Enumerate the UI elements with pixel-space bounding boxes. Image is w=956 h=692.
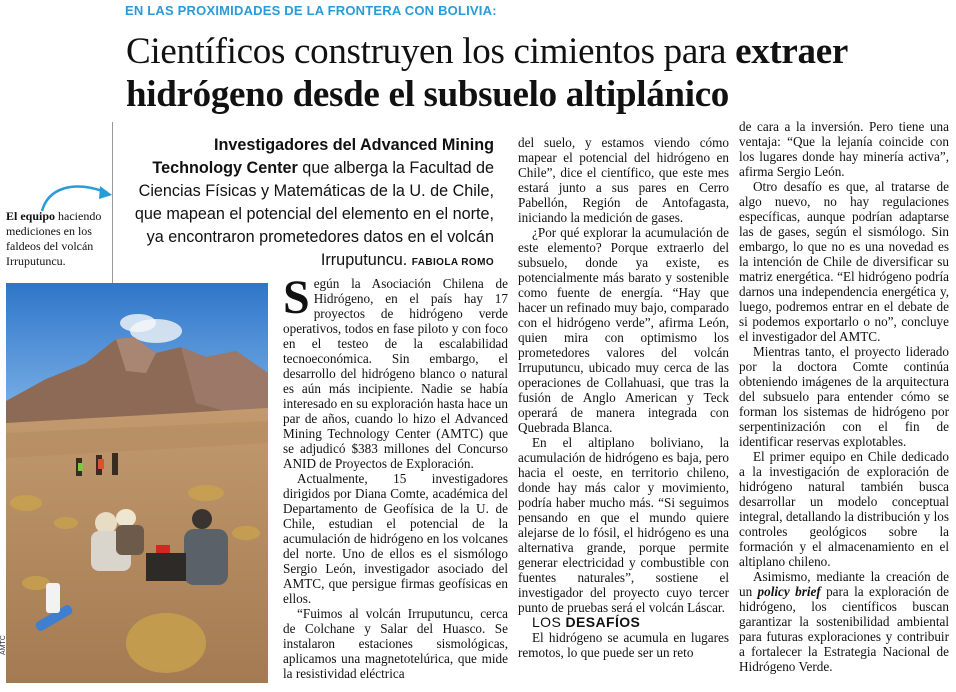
drop-cap: S [283,271,310,324]
caption-text: haciendo mediciones en los faldeos del volcán Irruputuncu. [6,209,102,268]
col2-paragraph-2: ¿Por qué explorar la acumulación de este elemento? Porque extraerlo del subsuelo, donde ya existe, es potencialmente más barato y sostenible como fuente de energía. “Hay que hacer un refinado muy bajo, comparado con el hidrógeno verde”, afirma León, quien mira con optimismo los prometedores valores del volcán Irruputuncu, ubicado muy cerca de las operaciones de Collahuasi, que tras la fusión de Anglo American y Teck operará de manera integrada con Quebrada Blanca. [518,225,729,435]
headline-bold-1: extraer [735,31,848,72]
article-column-1 [283,271,508,681]
col3-paragraph-5 [739,569,949,674]
headline [126,30,926,116]
volcano-scene-image [6,283,268,683]
article-column-2 [518,135,729,660]
col2-paragraph-4: El hidrógeno se acumula en lugares remotos, lo que puede ser un reto [518,630,729,660]
section-heading [518,615,729,630]
section-heading-bold: DESAFÍOS [565,614,641,630]
col3-paragraph-3: Mientras tanto, el proyecto liderado por la doctora Comte continúa obteniendo imágenes de la arquitectura del subsuelo para entender cómo se forman los sistemas de hidrógeno por serpentinización con el fin de identificar reservas explotables. [739,344,949,449]
headline-regular: Científicos construyen los cimientos para [126,31,736,72]
col2-paragraph-3: En el altiplano boliviano, la acumulación de hidrógeno es baja, pero hacia el oeste, en territorio chileno, donde hay más calor y movimiento, podría haber mucho más. “Si seguimos pensando en que el mundo quiere alejarse de lo fósil, el hidrógeno es una alternativa grande, porque permite generar electricidad y combustible con fuentes naturales”, sostiene el investigador del proyecto cuyo tercer punto de pruebas será el volcán Láscar. [518,435,729,615]
article-column-3 [739,119,949,674]
col1-paragraph-2: Actualmente, 15 investigadores dirigidos por Diana Comte, académica del Departamento de Geofísica de la U. de Chile, estudian el potencial de la acumulación de hidrógeno en los volcanes del norte. Uno de ellos es el sismólogo Sergio León, investigador asociado del AMTC, que persigue firmas geofísicas en ellos. [283,471,508,606]
col3-paragraph-1: de cara a la inversión. Pero tiene una ventaja: “Que la lejanía coincide con los lugares donde hay minería activa”, afirma Sergio León. [739,119,949,179]
col2-paragraph-1: del suelo, y estamos viendo cómo mapear el potencial del hidrógeno en Chile”, dice el científico, que este mes estará junto a sus pares en Cerro Pabellón, Región de Antofagasta, iniciando la medición de gases. [518,135,729,225]
dek-bold: Investigadores del Advanced Mining Technology Center [152,136,494,177]
photo-caption [6,209,102,269]
col1-p1-text: egún la Asociación Chilena de Hidrógeno, en el país hay 17 proyectos de hidrógeno verde operativos, todos en fase piloto y con foco en el testeo de la escalabilidad tecnoeconómica. Sin embargo, el desarrollo del hidrógeno blanco o natural es aún más incipiente. Nadie se había interesado en su exploración hasta hace un par de años, cuando lo hizo el Advanced Mining Technology Center (AMTC) que se adjudicó $383 millones del Concurso ANID de Proyectos de Exploración. [283,276,508,471]
caption-bold: El equipo [6,209,56,223]
col3-p5-b: para la exploración de hidrógeno, los científicos buscan garantizar la sostenibilidad ambiental para futuras exploraciones y contribuir a fortalecer la Estrategia Nacional de Hidrógeno Verde. [739,584,950,674]
byline: FABIOLA ROMO [411,257,494,268]
col3-p5-a: Asimismo, mediante la creación de un [739,569,949,599]
dek [128,134,494,274]
headline-bold-2: hidrógeno desde el subsuelo altiplánico [126,74,730,115]
kicker: EN LAS PROXIMIDADES DE LA FRONTERA CON BOLIVIA: [125,3,497,18]
section-heading-regular: LOS [532,614,566,630]
policy-brief-emphasis: policy brief [757,584,821,599]
col3-paragraph-4: El primer equipo en Chile dedicado a la investigación de exploración de hidrógeno natural también busca desarrollar un modelo conceptual integral, detallando la distribución y los controles geológicos sobre la formación y el almacenamiento en el altiplano chileno. [739,449,949,569]
volcano-photo [6,283,268,683]
col1-paragraph-1 [283,271,508,471]
dek-text: que alberga la Facultad de Ciencias Físicas y Matemáticas de la U. de Chile, que mapean el potencial del elemento en el norte, ya encontraron prometedores datos en el volcán Irruputuncu. [134,159,494,269]
col3-paragraph-2: Otro desafío es que, al tratarse de algo nuevo, no hay regulaciones específicas, aunque podrían adaptarse las de gases, según el sismólogo. Sin embargo, lo que no es una novedad es la intención de Chile de diversificar su matriz energética. “El hidrógeno podría darnos una independencia energética y, luego, podremos entrar en el debate de si podemos exportarlo o no”, concluye el investigador del AMTC. [739,179,949,344]
photo-credit: AMTC [0,635,7,655]
col1-paragraph-3: “Fuimos al volcán Irruputuncu, cerca de Colchane y Salar del Huasco. Se instalaron estaciones sismológicas, aplicamos una magnetotelúrica, que mide la resistividad eléctrica [283,606,508,681]
